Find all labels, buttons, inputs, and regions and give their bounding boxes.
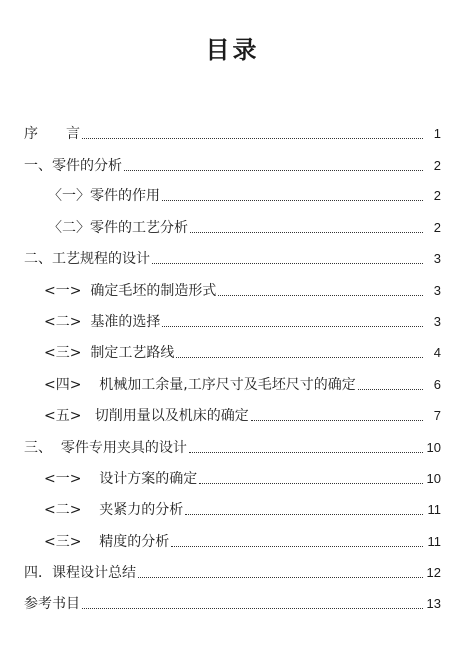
toc-entry[interactable]: [0, 374, 441, 394]
toc-entry[interactable]: [0, 311, 441, 331]
toc-entry-label: 三、 零件专用夹具的设计: [24, 440, 187, 456]
toc-entry[interactable]: [0, 562, 441, 582]
toc-entry-page: 1: [433, 126, 441, 141]
toc-leader-dots: [358, 388, 423, 390]
toc-entry[interactable]: [0, 280, 441, 300]
toc-entry[interactable]: [0, 499, 441, 519]
toc-entry-label: <二> 夹紧力的分析: [44, 502, 184, 518]
toc-entry-label: 参考书目: [24, 596, 80, 612]
toc-entry-label: 二、工艺规程的设计: [24, 251, 150, 267]
toc-entry-page: 3: [433, 251, 441, 266]
toc-leader-dots: [138, 576, 423, 578]
toc-entry-label: <二> 基准的选择: [44, 314, 161, 330]
toc-entry-label: 〈二〉零件的工艺分析: [48, 220, 188, 236]
toc-entry-page: 13: [426, 596, 441, 611]
toc-leader-dots: [162, 199, 423, 201]
toc-entry-page: 4: [433, 345, 441, 360]
toc-entry-page: 3: [433, 283, 441, 298]
toc-entry[interactable]: [0, 342, 441, 362]
toc-entry-label: <一> 确定毛坯的制造形式: [44, 283, 217, 299]
toc-entry-label: 〈一〉零件的作用: [48, 188, 160, 204]
toc-entry-label: <一> 设计方案的确定: [44, 471, 198, 487]
toc-leader-dots: [162, 325, 423, 327]
toc-entry-page: 6: [433, 377, 441, 392]
toc-entry-page: 2: [433, 220, 441, 235]
toc-entry-page: 10: [426, 440, 441, 455]
toc-entry[interactable]: [0, 123, 441, 143]
toc-leader-dots: [82, 607, 423, 609]
toc-entry[interactable]: [0, 405, 441, 425]
toc-entry[interactable]: [0, 593, 441, 613]
toc-entry-page: 11: [427, 502, 441, 517]
toc-entry-label: <三> 制定工艺路线: [44, 345, 175, 361]
toc-leader-dots: [218, 294, 423, 296]
toc-leader-dots: [152, 262, 423, 264]
toc-entry-page: 7: [433, 408, 441, 423]
toc-entry-label: 一、零件的分析: [24, 158, 122, 174]
toc-entry-page: 11: [427, 534, 441, 549]
toc-leader-dots: [124, 169, 423, 171]
toc-leader-dots: [82, 137, 423, 139]
toc-leader-dots: [185, 513, 423, 515]
toc-entry[interactable]: [0, 248, 441, 268]
toc-entry[interactable]: [0, 185, 441, 205]
toc-entry[interactable]: [0, 468, 441, 488]
toc-entry-label: <四> 机械加工余量,工序尺寸及毛坯尺寸的确定: [44, 377, 356, 393]
toc-entry-page: 12: [426, 565, 441, 580]
toc-entry-label: <三> 精度的分析: [44, 534, 170, 550]
toc-entry-page: 3: [433, 314, 441, 329]
toc-entry-page: 2: [433, 158, 441, 173]
toc-entry-page: 10: [426, 471, 441, 486]
toc-entry-page: 2: [433, 188, 441, 203]
toc-entry[interactable]: [0, 217, 441, 237]
toc-entry[interactable]: [0, 531, 441, 551]
toc-entry[interactable]: [0, 437, 441, 457]
toc-entry-label: 四．课程设计总结: [24, 565, 136, 581]
toc-leader-dots: [190, 231, 423, 233]
toc-leader-dots: [176, 356, 423, 358]
toc-leader-dots: [251, 419, 423, 421]
toc-leader-dots: [189, 451, 423, 453]
page-title: 目录: [205, 36, 260, 64]
toc-entry[interactable]: [0, 155, 441, 175]
toc-entry-label: <五> 切削用量以及机床的确定: [44, 408, 249, 424]
toc-leader-dots: [171, 545, 423, 547]
toc-leader-dots: [199, 482, 423, 484]
toc-entry-label: 序 言: [24, 126, 80, 142]
